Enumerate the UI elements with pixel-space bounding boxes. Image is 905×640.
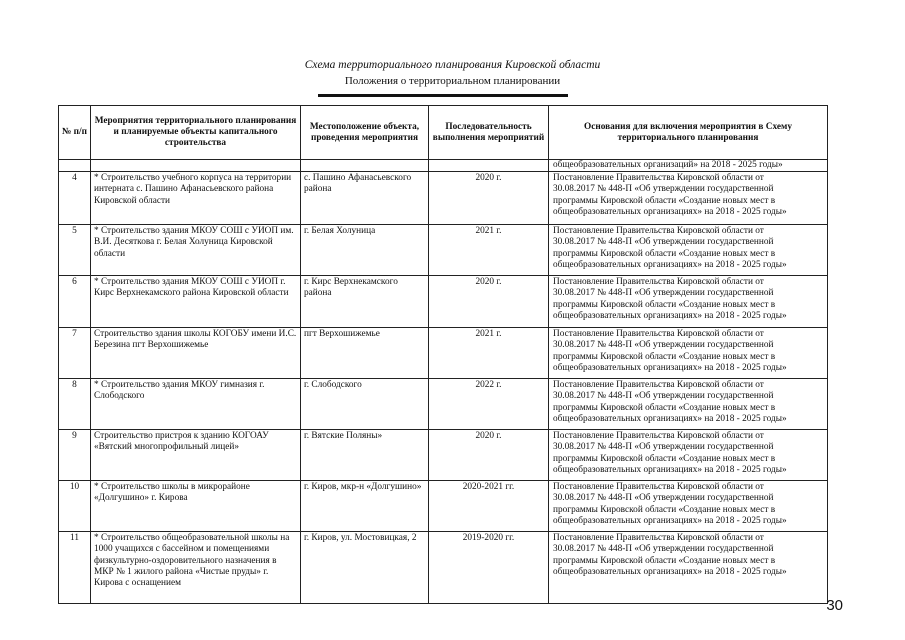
row-number-cell: 7 xyxy=(59,328,91,379)
basis-cell xyxy=(549,172,828,225)
basis-cell xyxy=(549,276,828,328)
basis-line: 30.08.2017 № 448-П «Об утверждении государственной xyxy=(553,340,774,351)
document-title: Схема территориального планирования Кировской области xyxy=(304,59,601,71)
basis-line: общеобразовательных организациях» на 2018 - 2025 годы» xyxy=(553,206,787,217)
page-number: 30 xyxy=(826,597,843,614)
basis-line: программы Кировской области «Создание новых мест в xyxy=(553,504,776,515)
basis-cell xyxy=(549,328,828,379)
basis-line: 30.08.2017 № 448-П «Об утверждении государственной xyxy=(553,237,774,248)
location-cell: г. Киров, мкр-н «Долгушино» xyxy=(301,481,429,532)
basis-line: Постановление Правительства Кировской области от xyxy=(553,482,764,493)
location-cell: г. Белая Холуница xyxy=(301,225,429,276)
header-divider xyxy=(318,94,568,97)
row-number-cell: 8 xyxy=(59,379,91,430)
sequence-cell: 2022 г. xyxy=(429,379,549,430)
table-row xyxy=(59,532,828,604)
document-subtitle: Положения о территориальном планировании xyxy=(344,75,561,87)
location-cell: пгт Верхошижемье xyxy=(301,328,429,379)
basis-line: программы Кировской области «Создание новых мест в xyxy=(553,195,776,206)
basis-line: 30.08.2017 № 448-П «Об утверждении государственной xyxy=(553,442,774,453)
basis-line: Постановление Правительства Кировской области от xyxy=(553,431,764,442)
table-row xyxy=(59,172,828,225)
location-cell: г. Киров, ул. Мостовицкая, 2 xyxy=(301,532,429,604)
activity-cell: * Строительство здания МКОУ СОШ с УИОП г. Кирс Верхнекамского района Кировской области xyxy=(91,276,301,328)
basis-line: 30.08.2017 № 448-П «Об утверждении государственной xyxy=(553,288,774,299)
row-number-cell: 9 xyxy=(59,430,91,481)
activity-cell: * Строительство школы в микрорайоне «Долгушино» г. Кирова xyxy=(91,481,301,532)
basis-line: Постановление Правительства Кировской области от xyxy=(553,329,764,340)
activity-cell: * Строительство здания МКОУ СОШ с УИОП им. В.И. Десяткова г. Белая Холуница Кировской области xyxy=(91,225,301,276)
basis-line: 30.08.2017 № 448-П «Об утверждении государственной xyxy=(553,391,774,402)
sequence-cell: 2020 г. xyxy=(429,276,549,328)
planning-table xyxy=(58,105,828,604)
basis-line: программы Кировской области «Создание новых мест в xyxy=(553,351,776,362)
basis-cell xyxy=(549,225,828,276)
column-header-basis: Основания для включения мероприятия в Схему территориального планирования xyxy=(549,106,828,160)
row-number-cell: 6 xyxy=(59,276,91,328)
basis-line: общеобразовательных организациях» на 2018 - 2025 годы» xyxy=(553,464,787,475)
basis-line: общеобразовательных организациях» на 2018 - 2025 годы» xyxy=(553,413,787,424)
continuation-basis-cell: общеобразовательных организаций» на 2018 - 2025 годы» xyxy=(549,160,828,172)
table-row xyxy=(59,328,828,379)
table-row xyxy=(59,225,828,276)
basis-line: Постановление Правительства Кировской области от xyxy=(553,533,764,544)
table-header-row xyxy=(59,106,828,160)
basis-line: Постановление Правительства Кировской области от xyxy=(553,173,764,184)
basis-line: Постановление Правительства Кировской области от xyxy=(553,380,764,391)
sequence-cell: 2021 г. xyxy=(429,328,549,379)
basis-line: Постановление Правительства Кировской области от xyxy=(553,277,764,288)
basis-line: программы Кировской области «Создание новых мест в xyxy=(553,555,776,566)
table-row xyxy=(59,481,828,532)
activity-cell: Строительство здания школы КОГОБУ имени И.С. Березина пгт Верхошижемье xyxy=(91,328,301,379)
location-cell: г. Слободского xyxy=(301,379,429,430)
activity-cell: * Строительство здания МКОУ гимназия г. Слободского xyxy=(91,379,301,430)
table-row xyxy=(59,430,828,481)
basis-cell xyxy=(549,430,828,481)
column-header-location: Местоположение объекта, проведения мероприятия xyxy=(301,106,429,160)
activity-cell: * Строительство общеобразовательной школы на 1000 учащихся с бассейном и помещениями физкультурно-оздоровительного назначения в МКР № 1 жилого района «Чистые пруды» г. Кирова с оснащением xyxy=(91,532,301,604)
basis-cell xyxy=(549,379,828,430)
basis-line: общеобразовательных организациях» на 2018 - 2025 годы» xyxy=(553,310,787,321)
sequence-cell: 2021 г. xyxy=(429,225,549,276)
row-number-cell: 10 xyxy=(59,481,91,532)
basis-line: 30.08.2017 № 448-П «Об утверждении государственной xyxy=(553,184,774,195)
basis-cell xyxy=(549,481,828,532)
basis-line: общеобразовательных организациях» на 2018 - 2025 годы» xyxy=(553,259,787,270)
activity-cell: Строительство пристроя к зданию КОГОАУ «Вятский многопрофильный лицей» xyxy=(91,430,301,481)
table-row xyxy=(59,276,828,328)
continuation-row xyxy=(59,160,828,172)
location-cell: г. Вятские Поляны» xyxy=(301,430,429,481)
basis-line: программы Кировской области «Создание новых мест в xyxy=(553,402,776,413)
basis-line: программы Кировской области «Создание новых мест в xyxy=(553,299,776,310)
basis-line: 30.08.2017 № 448-П «Об утверждении государственной xyxy=(553,544,774,555)
column-header-number: № п/п xyxy=(59,106,91,160)
sequence-cell: 2020 г. xyxy=(429,172,549,225)
table-row xyxy=(59,379,828,430)
column-header-sequence: Последовательность выполнения мероприятий xyxy=(429,106,549,160)
location-cell: с. Пашино Афанасьевского района xyxy=(301,172,429,225)
row-number-cell: 5 xyxy=(59,225,91,276)
row-number-cell: 4 xyxy=(59,172,91,225)
basis-line: Постановление Правительства Кировской области от xyxy=(553,226,764,237)
sequence-cell: 2019-2020 гг. xyxy=(429,532,549,604)
location-cell: г. Кирс Верхнекамского района xyxy=(301,276,429,328)
sequence-cell: 2020-2021 гг. xyxy=(429,481,549,532)
basis-line: общеобразовательных организациях» на 2018 - 2025 годы» xyxy=(553,566,787,577)
basis-cell xyxy=(549,532,828,604)
basis-line: 30.08.2017 № 448-П «Об утверждении государственной xyxy=(553,493,774,504)
activity-cell: * Строительство учебного корпуса на территории интерната с. Пашино Афанасьевского района Кировской области xyxy=(91,172,301,225)
basis-line: общеобразовательных организациях» на 2018 - 2025 годы» xyxy=(553,515,787,526)
row-number-cell: 11 xyxy=(59,532,91,604)
sequence-cell: 2020 г. xyxy=(429,430,549,481)
basis-line: программы Кировской области «Создание новых мест в xyxy=(553,248,776,259)
basis-line: программы Кировской области «Создание новых мест в xyxy=(553,453,776,464)
basis-line: общеобразовательных организациях» на 2018 - 2025 годы» xyxy=(553,362,787,373)
column-header-activity: Мероприятия территориального планирования и планируемые объекты капитального строительства xyxy=(91,106,301,160)
